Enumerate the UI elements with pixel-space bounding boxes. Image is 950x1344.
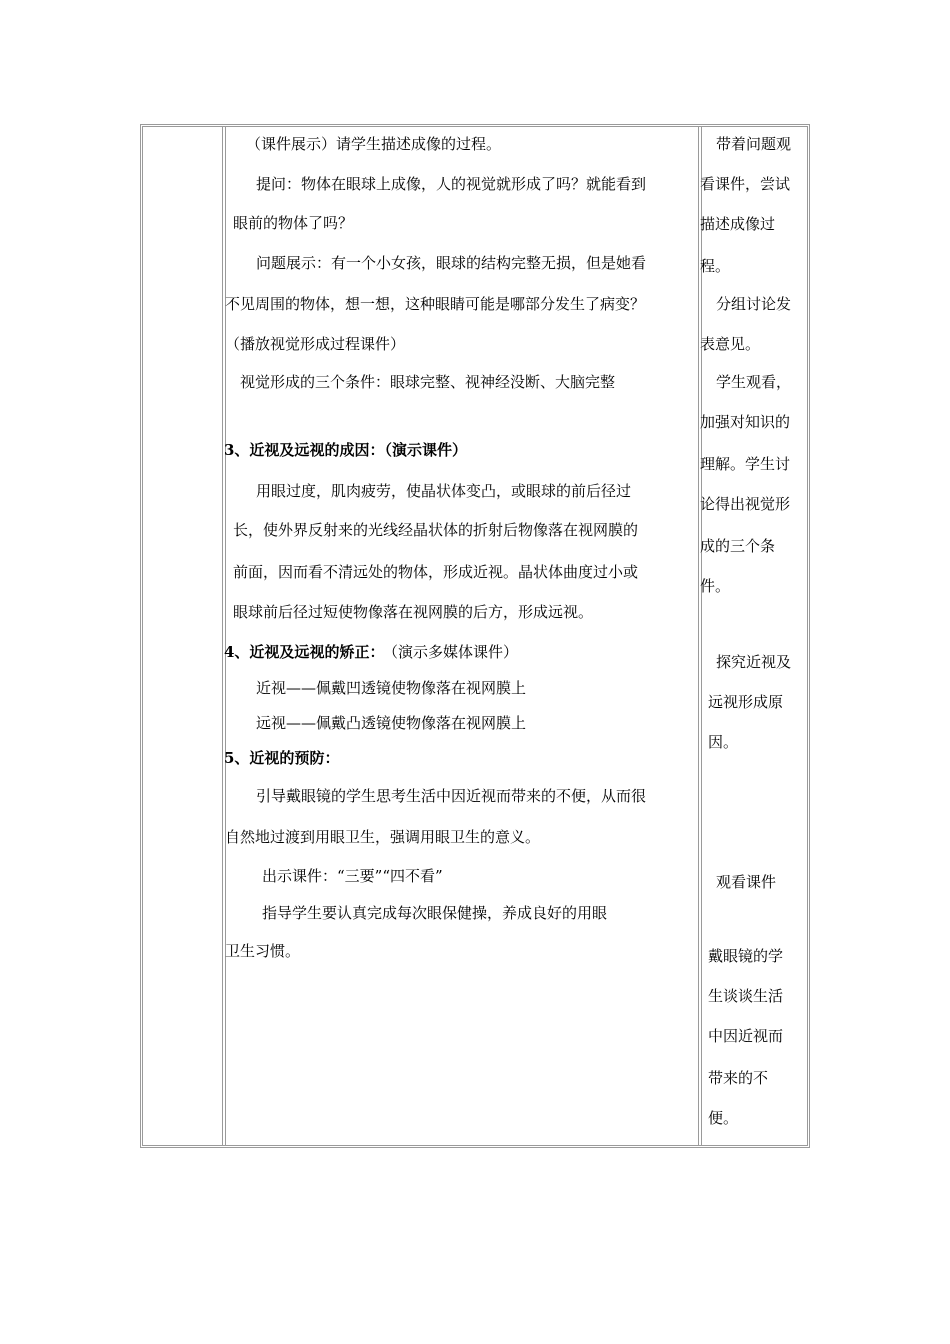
text-line: 前面，因而看不清远处的物体，形成近视。晶状体曲度过小或 — [233, 563, 639, 581]
section-heading-line — [224, 642, 518, 662]
text-line: 出示课件：“三要”“四不看” — [262, 867, 443, 885]
column-divider-right — [698, 127, 702, 1145]
side-text-line: 理解。学生讨 — [700, 455, 791, 473]
section-heading: 3、近视及远视的成因：（演示课件） — [224, 441, 467, 459]
text-line: （播放视觉形成过程课件） — [225, 335, 406, 353]
text-line: 问题展示：有一个小女孩，眼球的结构完整无损，但是她看 — [256, 254, 647, 272]
side-text-line: 生谈谈生活 — [708, 987, 784, 1005]
section-heading: 5、近视的预防： — [224, 749, 340, 767]
side-text-line: 便。 — [708, 1109, 739, 1127]
side-text-line: 中因近视而 — [708, 1027, 784, 1045]
side-text-line: 描述成像过 — [700, 215, 776, 233]
side-text-line: 远视形成原 — [708, 693, 784, 711]
side-text-line: 表意见。 — [700, 335, 761, 353]
text-line: 视觉形成的三个条件：眼球完整、视神经没断、大脑完整 — [240, 373, 616, 391]
text-line: 近视——佩戴凹透镜使物像落在视网膜上 — [256, 679, 527, 697]
side-text-line: 加强对知识的 — [700, 413, 791, 431]
section-note: （演示多媒体课件） — [390, 643, 518, 661]
text-line: 眼球前后径过短使物像落在视网膜的后方，形成远视。 — [233, 603, 594, 621]
side-text-line: 论得出视觉形 — [700, 495, 791, 513]
column-divider-left — [222, 127, 226, 1145]
side-text-line: 因。 — [708, 733, 739, 751]
text-line: （课件展示）请学生描述成像的过程。 — [246, 135, 502, 153]
side-text-line: 戴眼镜的学 — [708, 947, 784, 965]
text-line: 卫生习惯。 — [225, 942, 301, 960]
side-text-line: 带来的不 — [708, 1069, 769, 1087]
side-text-line: 观看课件 — [716, 873, 777, 891]
text-line: 不见周围的物体，想一想，这种眼睛可能是哪部分发生了病变？ — [225, 295, 646, 313]
side-text-line: 看课件，尝试 — [700, 175, 791, 193]
text-line: 远视——佩戴凸透镜使物像落在视网膜上 — [256, 714, 527, 732]
side-text-line: 件。 — [700, 577, 731, 595]
text-line: 用眼过度，肌肉疲劳，使晶状体变凸，或眼球的前后径过 — [256, 482, 632, 500]
section-heading: 4、近视及远视的矫正： — [224, 643, 385, 661]
side-text-line: 成的三个条 — [700, 537, 776, 555]
text-line: 眼前的物体了吗？ — [233, 214, 354, 232]
text-line: 指导学生要认真完成每次眼保健操，养成良好的用眼 — [262, 904, 608, 922]
text-line: 提问：物体在眼球上成像，人的视觉就形成了吗？就能看到 — [256, 175, 647, 193]
side-text-line: 学生观看， — [716, 373, 792, 391]
side-text-line: 带着问题观 — [716, 135, 792, 153]
text-line: 长，使外界反射来的光线经晶状体的折射后物像落在视网膜的 — [233, 521, 639, 539]
side-text-line: 分组讨论发 — [716, 295, 792, 313]
side-text-line: 探究近视及 — [716, 653, 792, 671]
text-line: 自然地过渡到用眼卫生，强调用眼卫生的意义。 — [225, 828, 541, 846]
text-line: 引导戴眼镜的学生思考生活中因近视而带来的不便，从而很 — [256, 787, 647, 805]
side-text-line: 程。 — [700, 257, 731, 275]
